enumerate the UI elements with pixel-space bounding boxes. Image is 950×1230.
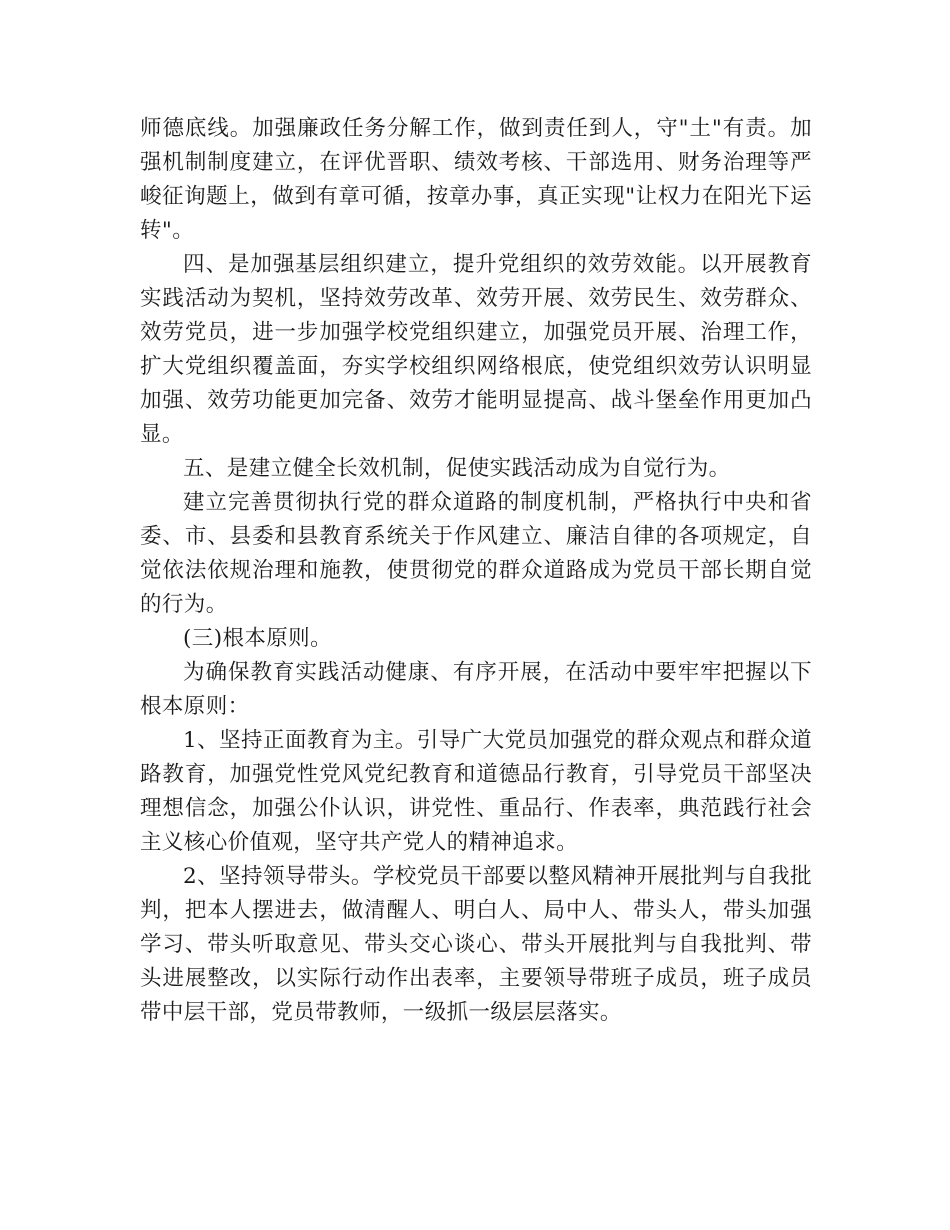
paragraph-5: (三)根本原则。 <box>183 626 332 651</box>
paragraph-4: 建立完善贯彻执行党的群众道路的制度机制，严格执行中央和省委、市、县委和县教育系统关于作风建立、廉洁自律的各项规定，自觉依法依规治理和施教，使贯彻党的群众道路成为党员干部长期自觉的行为。 <box>140 490 812 617</box>
document-page <box>140 112 812 1030</box>
paragraph-1: 师德底线。加强廉政任务分解工作，做到责任到人，守"土"有责。加强机制制度建立，在评优晋职、绩效考核、干部选用、财务治理等严峻征询题上，做到有章可循，按章办事，真正实现"让权力在阳光下运转"。 <box>140 116 812 243</box>
paragraph-7: 1、坚持正面教育为主。引导广大党员加强党的群众观点和群众道路教育，加强党性党风党纪教育和道德品行教育，引导党员干部坚决理想信念，加强公仆认识，讲党性、重品行、作表率，典范践行社会主义核心价值观，坚守共产党人的精神追求。 <box>140 728 812 855</box>
paragraph-8: 2、坚持领导带头。学校党员干部要以整风精神开展批判与自我批判，把本人摆进去，做清醒人、明白人、局中人、带头人，带头加强学习、带头听取意见、带头交心谈心、带头开展批判与自我批判、带头进展整改，以实际行动作出表率，主要领导带班子成员，班子成员带中层干部，党员带教师，一级抓一级层层落实。 <box>140 864 812 1025</box>
paragraph-2: 四、是加强基层组织建立，提升党组织的效劳效能。以开展教育实践活动为契机，坚持效劳改革、效劳开展、效劳民生、效劳群众、效劳党员，进一步加强学校党组织建立，加强党员开展、治理工作，扩大党组织覆盖面，夯实学校组织网络根底，使党组织效劳认识明显加强、效劳功能更加完备、效劳才能明显提高、战斗堡垒作用更加凸显。 <box>140 252 812 447</box>
paragraph-3: 五、是建立健全长效机制，促使实践活动成为自觉行为。 <box>183 456 731 481</box>
paragraph-6: 为确保教育实践活动健康、有序开展，在活动中要牢牢把握以下根本原则： <box>140 660 812 719</box>
